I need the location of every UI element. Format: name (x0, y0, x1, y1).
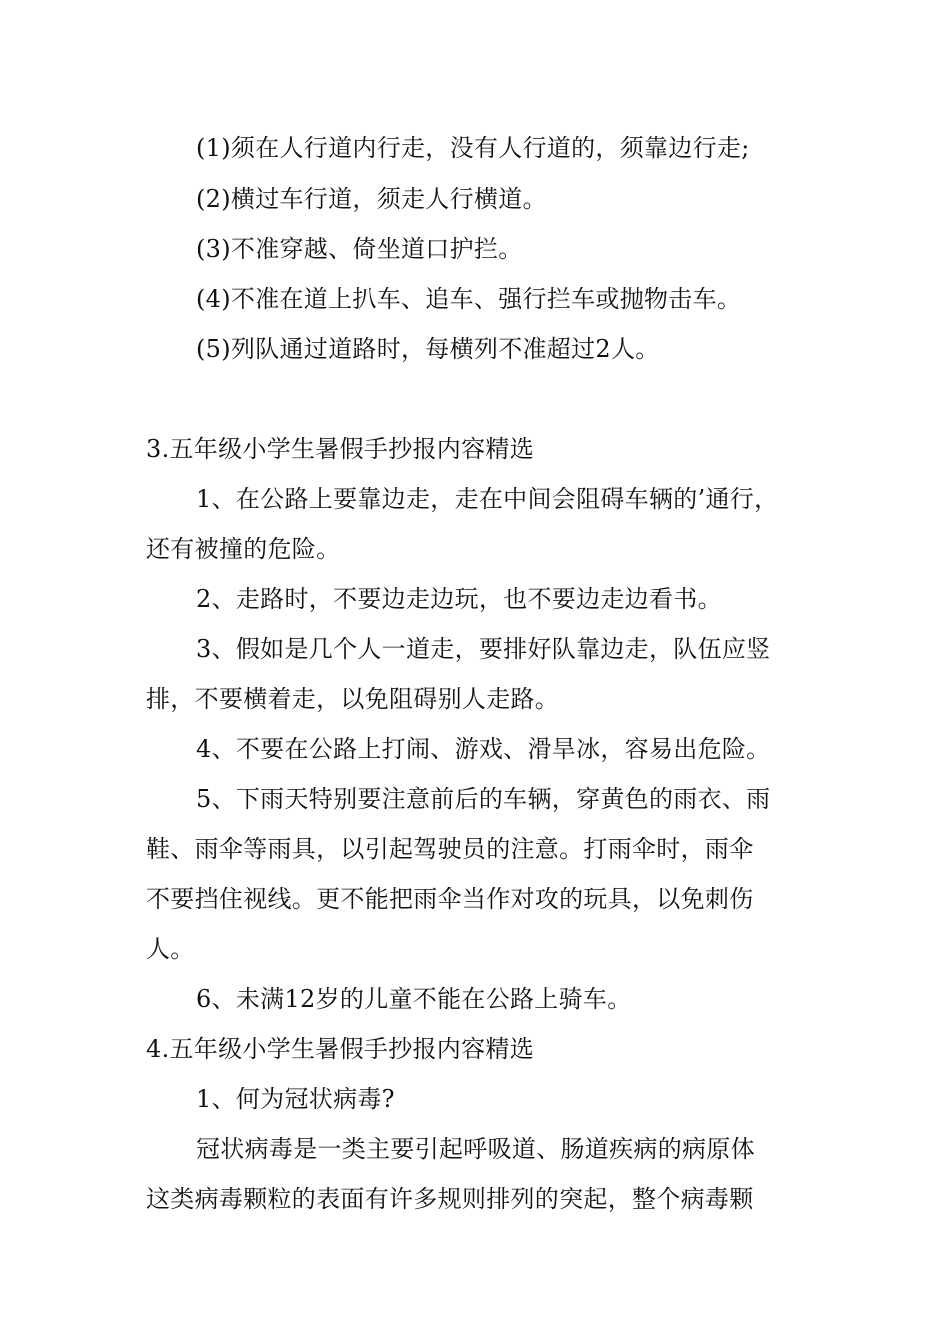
paragraph-line: 5、下雨天特别要注意前后的车辆，穿黄色的雨衣、雨 (196, 785, 771, 813)
paragraph-line: 鞋、雨伞等雨具，以引起驾驶员的注意。打雨伞时，雨伞 (146, 835, 754, 863)
section-heading-3: 3.五年级小学生暑假手抄报内容精选 (146, 435, 534, 463)
paragraph-line: 这类病毒颗粒的表面有许多规则排列的突起，整个病毒颗 (146, 1185, 754, 1213)
paragraph-line: 4、不要在公路上打闹、游戏、滑旱冰，容易出危险。 (196, 735, 771, 763)
paragraph-line: 3、假如是几个人一道走，要排好队靠边走，队伍应竖 (196, 635, 771, 663)
paragraph-line: 人。 (146, 935, 195, 963)
rule-line-4: (4)不准在道上扒车、追车、强行拦车或抛物击车。 (196, 285, 742, 313)
paragraph-line: 6、未满12岁的儿童不能在公路上骑车。 (196, 985, 632, 1013)
section-heading-4: 4.五年级小学生暑假手抄报内容精选 (146, 1035, 534, 1063)
paragraph-line: 冠状病毒是一类主要引起呼吸道、肠道疾病的病原体 (196, 1135, 755, 1163)
rule-line-5: (5)列队通过道路时，每横列不准超过2人。 (196, 335, 660, 363)
rule-line-1: (1)须在人行道内行走，没有人行道的，须靠边行走; (196, 134, 750, 162)
paragraph-line: 1、何为冠状病毒? (196, 1085, 395, 1113)
paragraph-line: 1、在公路上要靠边走，走在中间会阻碍车辆的’通行， (196, 485, 779, 513)
paragraph-line: 2、走路时，不要边走边玩，也不要边走边看书。 (196, 585, 722, 613)
paragraph-line: 不要挡住视线。更不能把雨伞当作对攻的玩具，以免刺伤 (146, 885, 754, 913)
paragraph-line: 还有被撞的危险。 (146, 535, 341, 563)
rule-line-2: (2)横过车行道，须走人行横道。 (196, 185, 547, 213)
paragraph-line: 排，不要横着走，以免阻碍别人走路。 (146, 685, 560, 713)
rule-line-3: (3)不准穿越、倚坐道口护拦。 (196, 235, 523, 263)
